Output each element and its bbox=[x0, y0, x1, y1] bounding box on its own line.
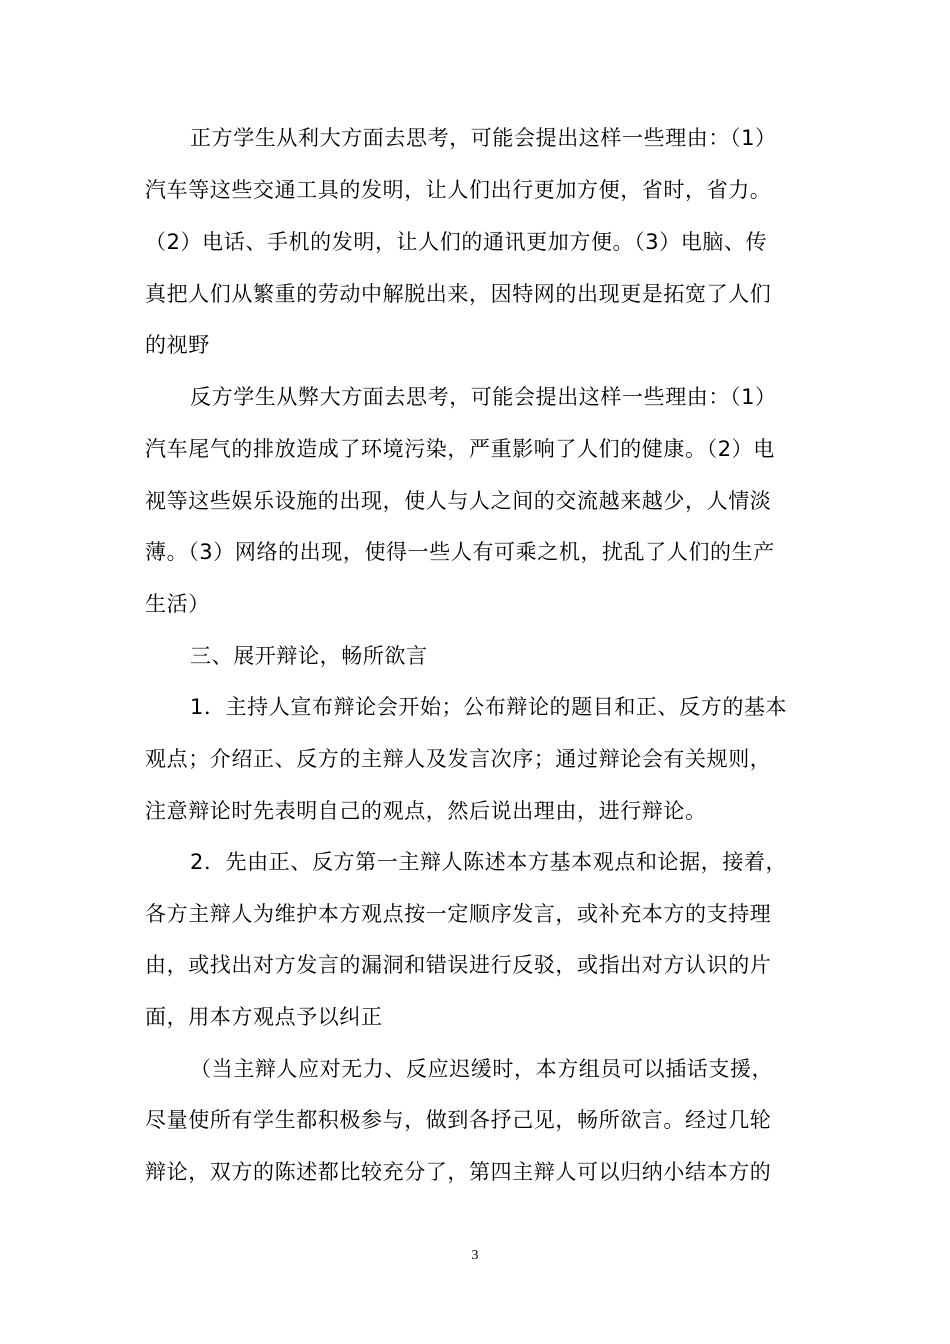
paragraph-line: 面，用本方观点予以纠正 bbox=[145, 1005, 383, 1029]
page-number: 3 bbox=[471, 1248, 479, 1263]
paragraph-line: 1．主持人宣布辩论会开始；公布辩论的题目和正、反方的基本 bbox=[190, 695, 788, 719]
paragraph-line: 观点；介绍正、反方的主辩人及发言次序；通过辩论会有关规则， bbox=[145, 747, 772, 771]
paragraph-line: 生活） bbox=[145, 592, 210, 616]
paragraph-line: 汽车尾气的排放造成了环境污染，严重影响了人们的健康。（2）电 bbox=[145, 437, 775, 461]
paragraph-line: 视等这些娱乐设施的出现，使人与人之间的交流越来越少，人情淡 bbox=[145, 489, 772, 513]
paragraph-line: 反方学生从弊大方面去思考，可能会提出这样一些理由：（1） bbox=[190, 385, 777, 409]
section-heading: 三、展开辩论，畅所欲言 bbox=[190, 644, 428, 668]
paragraph-line: 由，或找出对方发言的漏洞和错误进行反驳，或指出对方认识的片 bbox=[145, 953, 772, 977]
paragraph-line: 正方学生从利大方面去思考，可能会提出这样一些理由：（1） bbox=[190, 126, 777, 150]
paragraph-line: 真把人们从繁重的劳动中解脱出来，因特网的出现更是拓宽了人们 bbox=[145, 282, 772, 306]
paragraph-line: 注意辩论时先表明自己的观点，然后说出理由，进行辩论。 bbox=[145, 799, 707, 823]
paragraph-line: 2．先由正、反方第一主辩人陈述本方基本观点和论据，接着， bbox=[190, 850, 788, 874]
paragraph-line: 的视野 bbox=[145, 333, 210, 357]
paragraph-line: 辩论，双方的陈述都比较充分了，第四主辩人可以归纳小结本方的 bbox=[145, 1160, 772, 1184]
paragraph-line: 汽车等这些交通工具的发明，让人们出行更加方便，省时，省力。 bbox=[145, 178, 772, 202]
paragraph-line: （2）电话、手机的发明，让人们的通讯更加方便。（3）电脑、传 bbox=[145, 230, 768, 254]
paragraph-line: 尽量使所有学生都积极参与，做到各抒己见，畅所欲言。经过几轮 bbox=[145, 1108, 772, 1132]
paragraph-line: 各方主辩人为维护本方观点按一定顺序发言，或补充本方的支持理 bbox=[145, 902, 772, 926]
paragraph-line: 薄。（3）网络的出现，使得一些人有可乘之机，扰乱了人们的生产 bbox=[145, 540, 775, 564]
paragraph-line: （当主辩人应对无力、反应迟缓时，本方组员可以插话支援， bbox=[190, 1057, 774, 1081]
